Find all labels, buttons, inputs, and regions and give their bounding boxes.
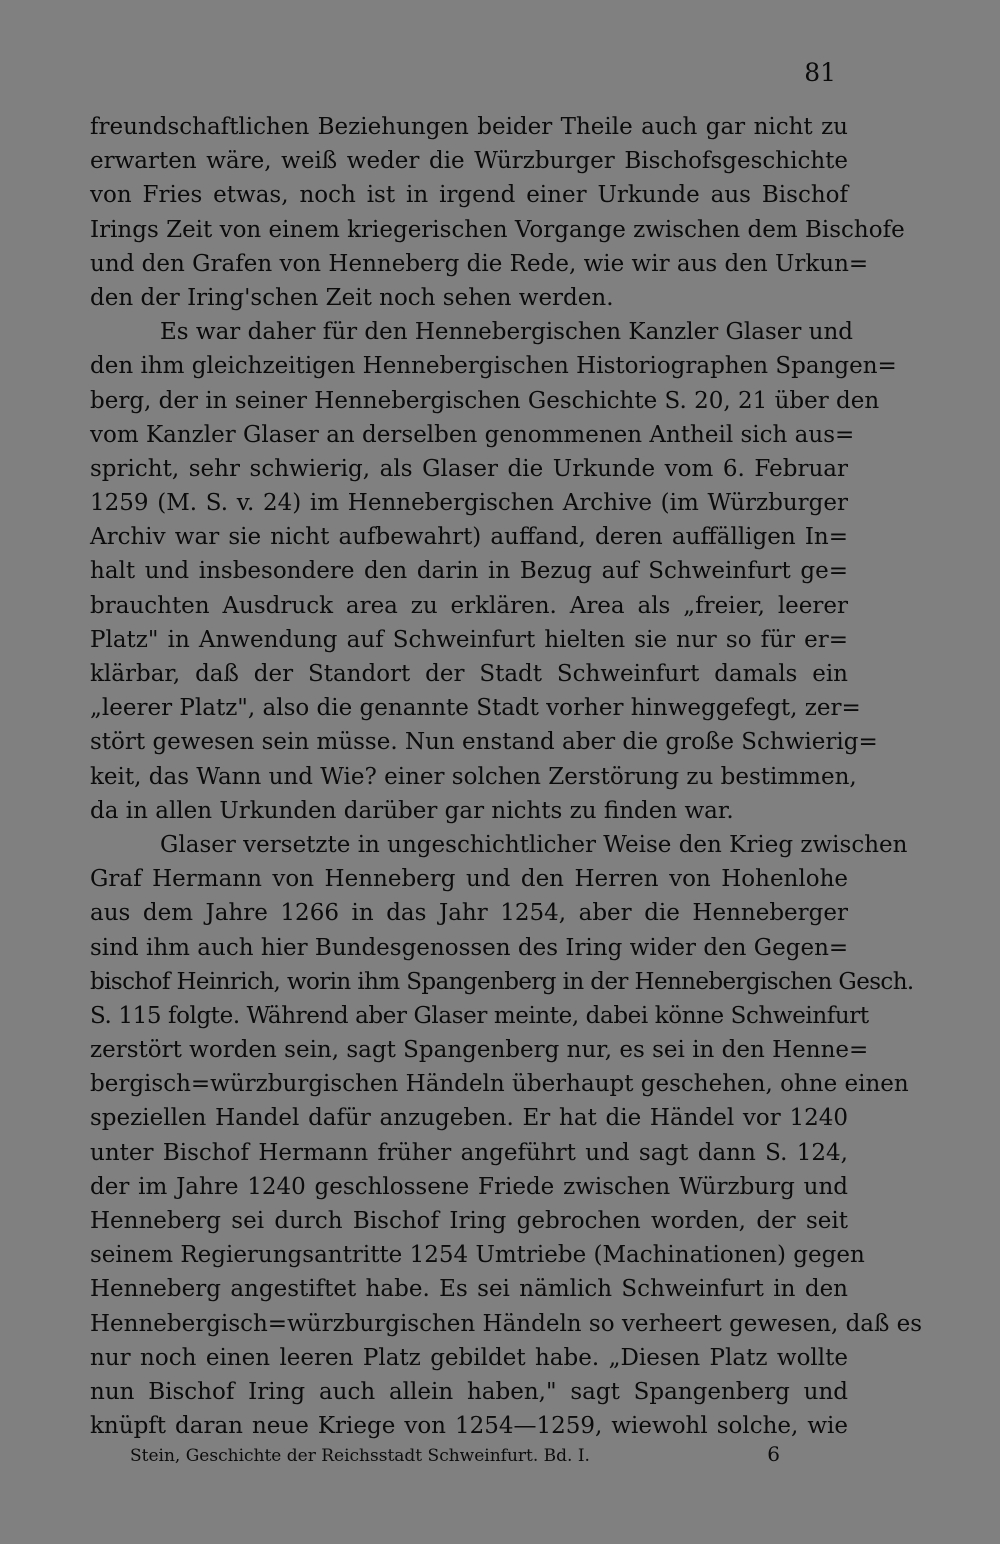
page-number: 81 bbox=[804, 58, 836, 87]
text-line: spricht, sehr schwierig, als Glaser die Urkunde vom 6. Februar bbox=[90, 455, 848, 482]
text-line: da in allen Urkunden darüber gar nichts zu finden war. bbox=[90, 797, 734, 824]
text-line: Irings Zeit von einem kriegerischen Vorgange zwischen dem Bischofe bbox=[90, 216, 905, 243]
text-line: erwarten wäre, weiß weder die Würzburger Bischofsgeschichte bbox=[90, 148, 848, 175]
text-line: sind ihm auch hier Bundesgenossen des Iring wider den Gegen= bbox=[90, 934, 849, 961]
text-line: keit, das Wann und Wie? einer solchen Zerstörung zu bestimmen, bbox=[90, 763, 857, 790]
text-line: von Fries etwas, noch ist in irgend einer Urkunde aus Bischof bbox=[90, 182, 848, 209]
text-line: und den Grafen von Henneberg die Rede, wie wir aus den Urkun= bbox=[90, 250, 869, 277]
text-line: Henneberg sei durch Bischof Iring gebrochen worden, der seit bbox=[90, 1208, 848, 1234]
body-text bbox=[90, 110, 923, 1443]
text-line: Henneberg angestiftet habe. Es sei nämlich Schweinfurt in den bbox=[90, 1276, 848, 1303]
footer-text: Stein, Geschichte der Reichsstadt Schweinfurt. Bd. I. bbox=[130, 1446, 590, 1466]
text-line: Glaser versetzte in ungeschichtlicher Weise den Krieg zwischen bbox=[160, 831, 908, 858]
text-line: bischof Heinrich, worin ihm Spangenberg in der Hennebergischen Gesch. bbox=[90, 968, 914, 995]
text-line: zerstört worden sein, sagt Spangenberg nur, es sei in den Henne= bbox=[90, 1037, 869, 1064]
text-line: klärbar, daß der Standort der Stadt Schweinfurt damals ein bbox=[90, 661, 848, 687]
text-line: nur noch einen leeren Platz gebildet habe. „Diesen Platz wollte bbox=[90, 1344, 848, 1371]
text-line: knüpft daran neue Kriege von 1254—1259, wiewohl solche, wie bbox=[90, 1413, 848, 1440]
signature-mark: 6 bbox=[767, 1442, 780, 1466]
text-line: Graf Hermann von Henneberg und den Herren von Hohenlohe bbox=[90, 866, 848, 893]
text-line: Platz" in Anwendung auf Schweinfurt hielten sie nur so für er= bbox=[90, 626, 848, 653]
text-line: 1259 (M. S. v. 24) im Hennebergischen Archive (im Würzburger bbox=[90, 490, 848, 517]
text-line: halt und insbesondere den darin in Bezug auf Schweinfurt ge= bbox=[90, 558, 848, 585]
text-line: stört gewesen sein müsse. Nun enstand aber die große Schwierig= bbox=[90, 729, 878, 756]
footer bbox=[130, 1442, 780, 1466]
text-line: speziellen Handel dafür anzugeben. Er hat die Händel vor 1240 bbox=[90, 1105, 848, 1132]
text-line: den der Iring'schen Zeit noch sehen werden. bbox=[90, 284, 614, 311]
text-line: berg, der in seiner Hennebergischen Geschichte S. 20, 21 über den bbox=[90, 387, 880, 414]
text-line: unter Bischof Hermann früher angeführt und sagt dann S. 124, bbox=[90, 1139, 848, 1166]
text-line: nun Bischof Iring auch allein haben," sagt Spangenberg und bbox=[90, 1378, 848, 1405]
text-line: den ihm gleichzeitigen Hennebergischen Historiographen Spangen= bbox=[90, 353, 897, 380]
text-line: Hennebergisch=würzburgischen Händeln so verheert gewesen, daß es bbox=[90, 1310, 923, 1337]
text-line: Es war daher für den Hennebergischen Kanzler Glaser und bbox=[160, 319, 854, 346]
text-line: vom Kanzler Glaser an derselben genommenen Antheil sich aus= bbox=[90, 421, 855, 448]
text-line: der im Jahre 1240 geschlossene Friede zwischen Würzburg und bbox=[90, 1173, 848, 1200]
text-line: bergisch=würzburgischen Händeln überhaupt geschehen, ohne einen bbox=[90, 1071, 909, 1098]
text-line: seinem Regierungsantritte 1254 Umtriebe (Machinationen) gegen bbox=[90, 1242, 865, 1269]
text-line: „leerer Platz", also die genannte Stadt vorher hinweggefegt, zer= bbox=[90, 695, 861, 722]
text-line: Archiv war sie nicht aufbewahrt) auffand, deren auffälligen In= bbox=[90, 524, 848, 551]
text-line: aus dem Jahre 1266 in das Jahr 1254, aber die Henneberger bbox=[90, 900, 848, 927]
text-line: brauchten Ausdruck area zu erklären. Area als „freier, leerer bbox=[90, 592, 848, 619]
text-line: S. 115 folgte. Während aber Glaser meinte, dabei könne Schweinfurt bbox=[90, 1002, 869, 1029]
text-line: freundschaftlichen Beziehungen beider Theile auch gar nicht zu bbox=[90, 114, 848, 140]
